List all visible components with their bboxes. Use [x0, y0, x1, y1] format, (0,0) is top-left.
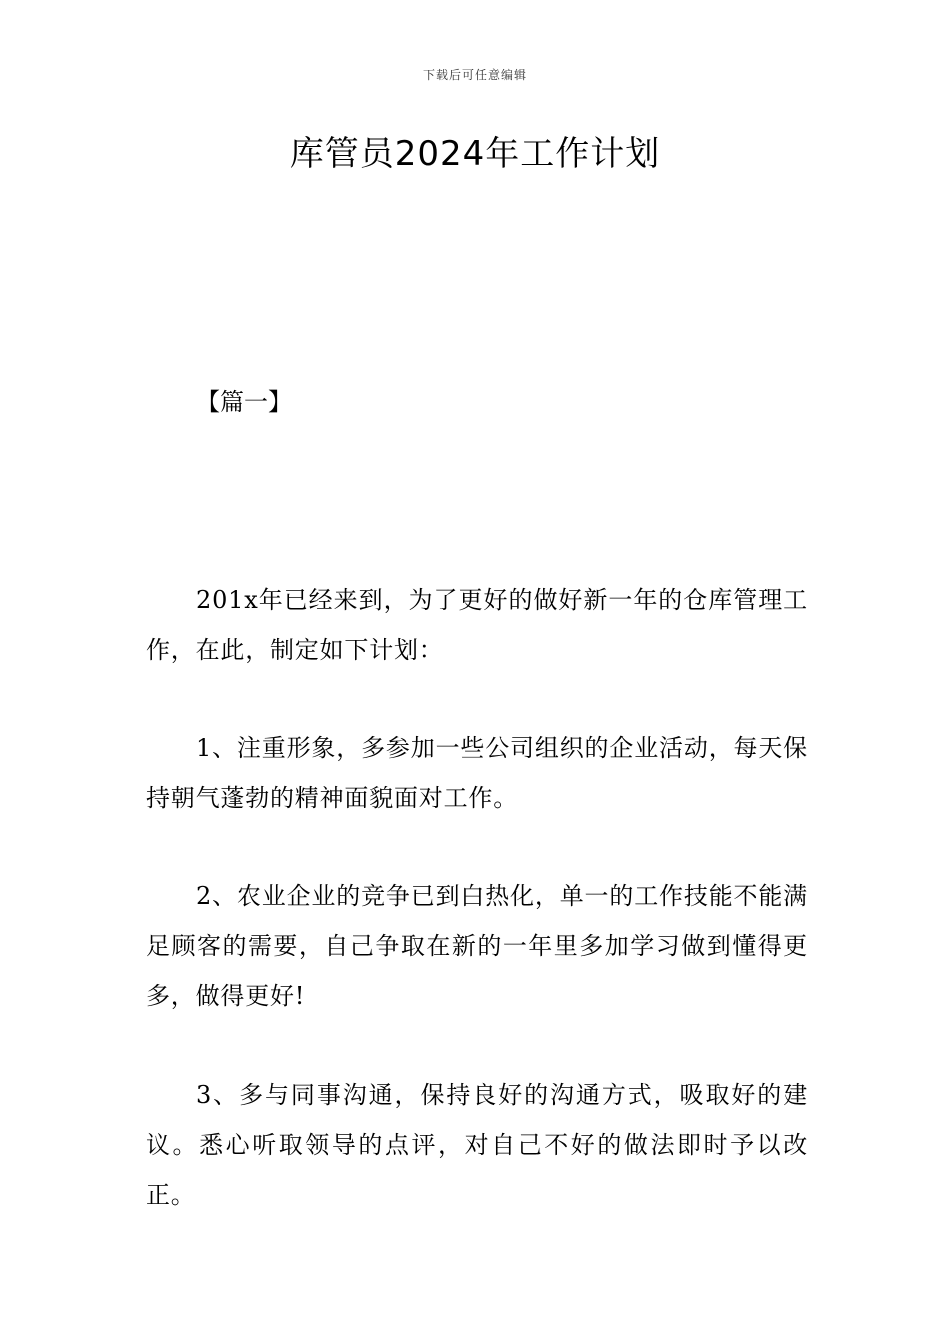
- header-note: 下载后可任意编辑: [422, 68, 527, 82]
- document-title: 库管员2024年工作计划: [289, 134, 661, 174]
- plan-item-3: 3、多与同事沟通，保持良好的沟通方式，吸取好的建议。悉心听取领导的点评，对自己不好的做法即时予以改正。: [146, 1081, 808, 1209]
- intro-paragraph: 201x年已经来到，为了更好的做好新一年的仓库管理工作，在此，制定如下计划：: [146, 586, 808, 664]
- section-label: 【篇一】: [196, 388, 292, 416]
- plan-item-1: 1、注重形象，多参加一些公司组织的企业活动，每天保持朝气蓬勃的精神面貌面对工作。: [146, 734, 808, 812]
- plan-item-2: 2、农业企业的竞争已到白热化，单一的工作技能不能满足顾客的需要，自己争取在新的一年里多加学习做到懂得更多，做得更好!: [146, 882, 808, 1010]
